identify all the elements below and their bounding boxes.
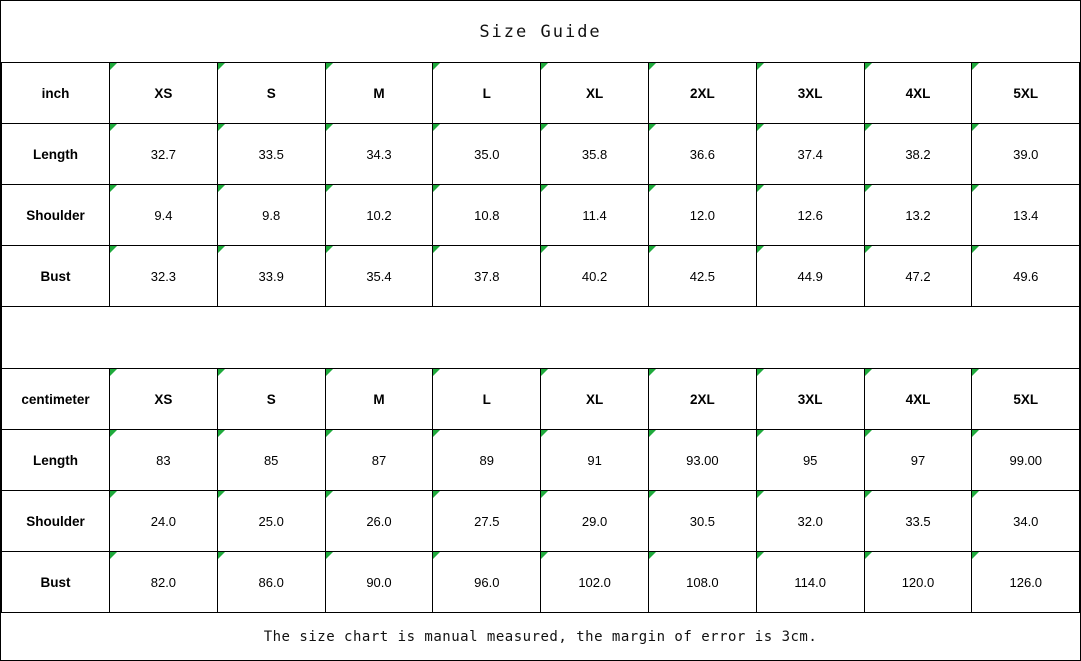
centimeter-size-table bbox=[1, 368, 1080, 613]
cell-inch-bust-s: 33.9 bbox=[217, 246, 325, 307]
cell-inch-shoulder-m: 10.2 bbox=[325, 185, 433, 246]
cell-cm-length-s: 85 bbox=[217, 430, 325, 491]
column-header-4xl: 4XL bbox=[864, 369, 972, 430]
cell-cm-bust-s: 86.0 bbox=[217, 552, 325, 613]
column-header-2xl: 2XL bbox=[648, 63, 756, 124]
cell-cm-length-l: 89 bbox=[433, 430, 541, 491]
table-row bbox=[2, 246, 1080, 307]
row-header-length: Length bbox=[2, 124, 110, 185]
cell-inch-bust-4xl: 47.2 bbox=[864, 246, 972, 307]
column-header-s: S bbox=[217, 63, 325, 124]
cell-cm-bust-2xl: 108.0 bbox=[648, 552, 756, 613]
cell-cm-shoulder-4xl: 33.5 bbox=[864, 491, 972, 552]
column-header-3xl: 3XL bbox=[756, 369, 864, 430]
cell-inch-length-2xl: 36.6 bbox=[648, 124, 756, 185]
cell-inch-shoulder-3xl: 12.6 bbox=[756, 185, 864, 246]
cell-cm-bust-4xl: 120.0 bbox=[864, 552, 972, 613]
cell-cm-bust-xl: 102.0 bbox=[541, 552, 649, 613]
table-row bbox=[2, 552, 1080, 613]
cell-cm-length-2xl: 93.00 bbox=[648, 430, 756, 491]
column-header-xs: XS bbox=[110, 369, 218, 430]
cell-cm-length-xl: 91 bbox=[541, 430, 649, 491]
column-header-l: L bbox=[433, 63, 541, 124]
cell-inch-shoulder-xs: 9.4 bbox=[110, 185, 218, 246]
cell-inch-shoulder-5xl: 13.4 bbox=[972, 185, 1080, 246]
cell-inch-bust-3xl: 44.9 bbox=[756, 246, 864, 307]
cell-cm-bust-xs: 82.0 bbox=[110, 552, 218, 613]
cell-inch-shoulder-l: 10.8 bbox=[433, 185, 541, 246]
cell-inch-bust-l: 37.8 bbox=[433, 246, 541, 307]
table-separator bbox=[1, 307, 1080, 368]
cell-inch-shoulder-s: 9.8 bbox=[217, 185, 325, 246]
cell-inch-length-xs: 32.7 bbox=[110, 124, 218, 185]
inch-unit-label: inch bbox=[2, 63, 110, 124]
cell-cm-length-3xl: 95 bbox=[756, 430, 864, 491]
cell-inch-shoulder-4xl: 13.2 bbox=[864, 185, 972, 246]
cell-cm-length-m: 87 bbox=[325, 430, 433, 491]
column-header-xl: XL bbox=[541, 369, 649, 430]
cell-cm-shoulder-3xl: 32.0 bbox=[756, 491, 864, 552]
table-row bbox=[2, 185, 1080, 246]
cell-cm-bust-m: 90.0 bbox=[325, 552, 433, 613]
row-header-shoulder: Shoulder bbox=[2, 185, 110, 246]
column-header-3xl: 3XL bbox=[756, 63, 864, 124]
column-header-xs: XS bbox=[110, 63, 218, 124]
cell-inch-length-4xl: 38.2 bbox=[864, 124, 972, 185]
cell-inch-length-3xl: 37.4 bbox=[756, 124, 864, 185]
column-header-m: M bbox=[325, 63, 433, 124]
cell-cm-shoulder-xl: 29.0 bbox=[541, 491, 649, 552]
table-header-row bbox=[2, 369, 1080, 430]
cell-inch-length-xl: 35.8 bbox=[541, 124, 649, 185]
row-header-shoulder: Shoulder bbox=[2, 491, 110, 552]
table-header-row bbox=[2, 63, 1080, 124]
cell-cm-bust-5xl: 126.0 bbox=[972, 552, 1080, 613]
row-header-bust: Bust bbox=[2, 552, 110, 613]
cell-cm-shoulder-m: 26.0 bbox=[325, 491, 433, 552]
cell-inch-length-l: 35.0 bbox=[433, 124, 541, 185]
cell-cm-length-5xl: 99.00 bbox=[972, 430, 1080, 491]
cell-cm-bust-l: 96.0 bbox=[433, 552, 541, 613]
column-header-l: L bbox=[433, 369, 541, 430]
column-header-s: S bbox=[217, 369, 325, 430]
cell-inch-bust-xl: 40.2 bbox=[541, 246, 649, 307]
cell-cm-shoulder-2xl: 30.5 bbox=[648, 491, 756, 552]
table-row bbox=[2, 491, 1080, 552]
cell-inch-length-5xl: 39.0 bbox=[972, 124, 1080, 185]
column-header-m: M bbox=[325, 369, 433, 430]
column-header-4xl: 4XL bbox=[864, 63, 972, 124]
cell-inch-length-m: 34.3 bbox=[325, 124, 433, 185]
measurement-disclaimer: The size chart is manual measured, the margin of error is 3cm. bbox=[263, 629, 818, 645]
cell-cm-shoulder-s: 25.0 bbox=[217, 491, 325, 552]
cell-cm-shoulder-xs: 24.0 bbox=[110, 491, 218, 552]
column-header-2xl: 2XL bbox=[648, 369, 756, 430]
cell-inch-bust-m: 35.4 bbox=[325, 246, 433, 307]
cell-inch-bust-5xl: 49.6 bbox=[972, 246, 1080, 307]
page-title: Size Guide bbox=[479, 21, 602, 42]
cell-inch-shoulder-xl: 11.4 bbox=[541, 185, 649, 246]
column-header-xl: XL bbox=[541, 63, 649, 124]
centimeter-unit-label: centimeter bbox=[2, 369, 110, 430]
table-row bbox=[2, 124, 1080, 185]
cell-cm-length-xs: 83 bbox=[110, 430, 218, 491]
cell-inch-shoulder-2xl: 12.0 bbox=[648, 185, 756, 246]
column-header-5xl: 5XL bbox=[972, 63, 1080, 124]
inch-size-table bbox=[1, 62, 1080, 307]
row-header-length: Length bbox=[2, 430, 110, 491]
cell-inch-length-s: 33.5 bbox=[217, 124, 325, 185]
cell-cm-length-4xl: 97 bbox=[864, 430, 972, 491]
cell-inch-bust-2xl: 42.5 bbox=[648, 246, 756, 307]
row-header-bust: Bust bbox=[2, 246, 110, 307]
cell-cm-shoulder-l: 27.5 bbox=[433, 491, 541, 552]
column-header-5xl: 5XL bbox=[972, 369, 1080, 430]
cell-cm-shoulder-5xl: 34.0 bbox=[972, 491, 1080, 552]
cell-inch-bust-xs: 32.3 bbox=[110, 246, 218, 307]
table-row bbox=[2, 430, 1080, 491]
cell-cm-bust-3xl: 114.0 bbox=[756, 552, 864, 613]
